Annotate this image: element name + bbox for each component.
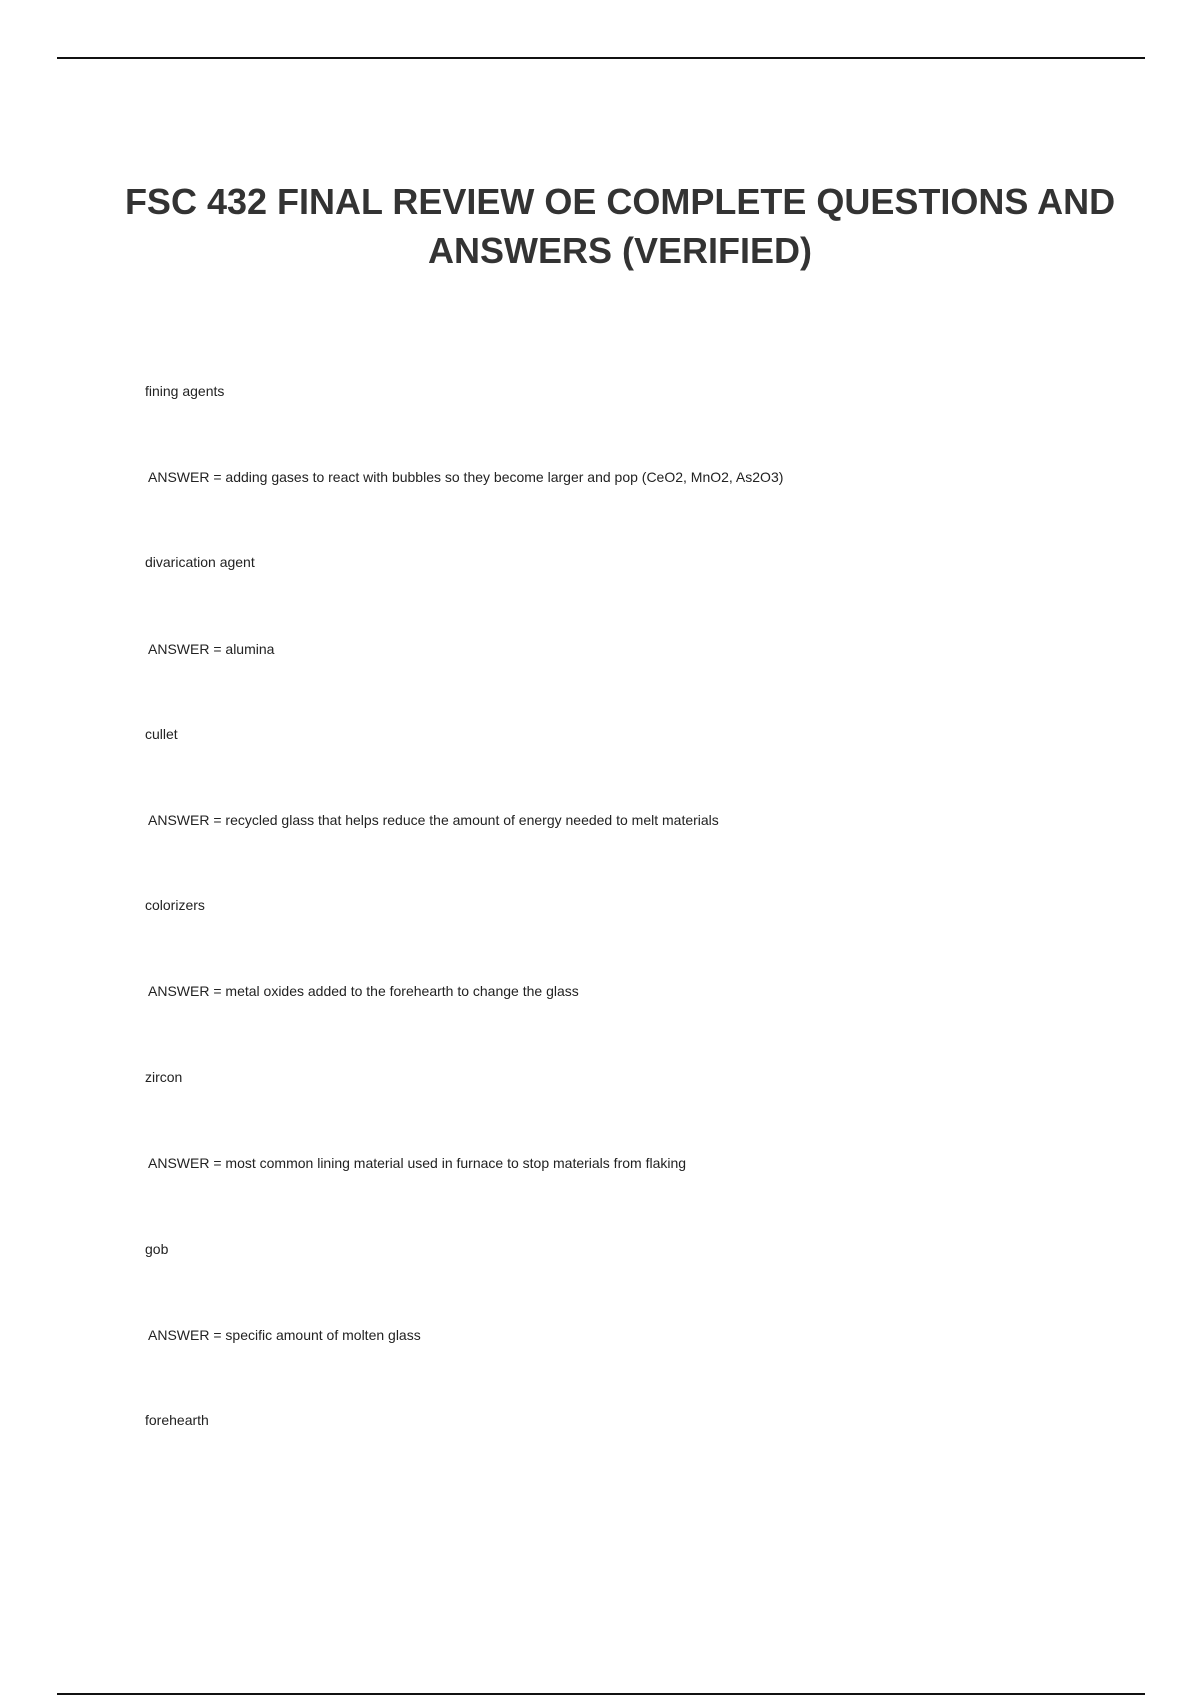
term-text: fining agents — [145, 383, 225, 399]
term-text: colorizers — [145, 897, 205, 913]
answer-text: ANSWER = specific amount of molten glass — [148, 1327, 421, 1343]
term-text: zircon — [145, 1069, 183, 1085]
answer-text: ANSWER = metal oxides added to the forehearth to change the glass — [148, 983, 579, 999]
answer-text: ANSWER = alumina — [148, 641, 275, 657]
term-text: divarication agent — [145, 554, 255, 570]
answer-text: ANSWER = adding gases to react with bubbles so they become larger and pop (CeO2, MnO2, As2O3) — [148, 469, 784, 485]
bottom-rule — [57, 1693, 1145, 1695]
answer-text: ANSWER = recycled glass that helps reduce the amount of energy needed to melt materials — [148, 812, 719, 828]
document-title: FSC 432 FINAL REVIEW OE COMPLETE QUESTIONS AND ANSWERS (VERIFIED) — [124, 181, 1116, 271]
term-text: cullet — [145, 726, 178, 742]
answer-text: ANSWER = most common lining material used in furnace to stop materials from flaking — [148, 1155, 687, 1171]
term-text: forehearth — [145, 1412, 209, 1428]
term-text: gob — [145, 1241, 169, 1257]
